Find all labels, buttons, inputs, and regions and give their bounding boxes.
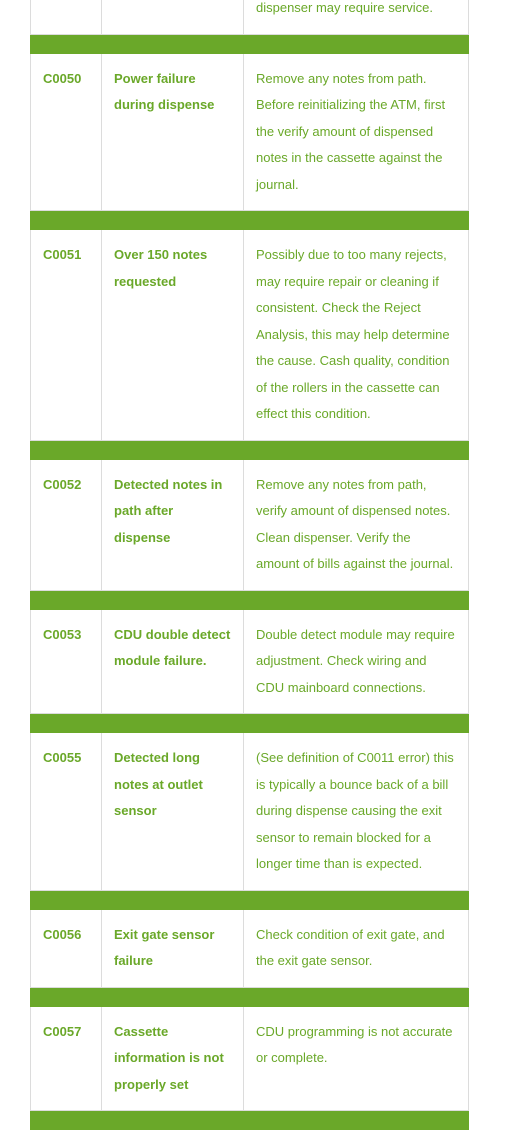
row-separator <box>30 211 469 230</box>
error-name: Detected long notes at outlet sensor <box>102 733 244 890</box>
error-name: CDU double detect module failure. <box>102 610 244 714</box>
error-name: Over 150 notes requested <box>102 230 244 440</box>
row-separator <box>30 591 469 610</box>
error-name: Detected notes in path after dispense <box>102 460 244 590</box>
table-row <box>30 733 469 891</box>
table-row <box>30 54 469 212</box>
table-row <box>30 1007 469 1112</box>
error-name: Power failure during dispense <box>102 54 244 211</box>
row-separator <box>30 988 469 1007</box>
table-row <box>30 0 469 35</box>
table-row <box>30 910 469 988</box>
row-separator <box>30 441 469 460</box>
error-description: Remove any notes from path. Before reinitializing the ATM, first the verify amount of dispensed notes in the cassette against the journal. <box>256 70 446 192</box>
table-row <box>30 610 469 715</box>
row-separator <box>30 1111 469 1130</box>
error-description: (See definition of C0011 error) this is typically a bounce back of a bill during dispense causing the exit sensor to remain blocked for a longer time than is expected. <box>256 750 454 871</box>
error-code: C0051 <box>31 230 102 440</box>
error-code: C0052 <box>31 460 102 590</box>
error-description: Double detect module may require adjustment. Check wiring and CDU mainboard connections. <box>256 626 455 695</box>
table-row <box>30 460 469 591</box>
error-code: C0056 <box>31 910 102 987</box>
error-code-table <box>30 0 469 1130</box>
error-code: C0050 <box>31 54 102 211</box>
error-description: dispenser may require service. <box>256 0 434 15</box>
error-description: Check condition of exit gate, and the exit gate sensor. <box>256 926 445 968</box>
table-row <box>30 230 469 441</box>
error-description: Remove any notes from path, verify amount of dispensed notes. Clean dispenser. Verify the amount of bills against the journal. <box>256 476 454 571</box>
row-separator <box>30 714 469 733</box>
error-description: Possibly due to too many rejects, may require repair or cleaning if consistent. Check the Reject Analysis, this may help determine the cause. Cash quality, condition of the rollers in the cassette can effect this condition. <box>256 247 450 421</box>
error-name <box>102 0 244 34</box>
error-code: C0053 <box>31 610 102 714</box>
row-separator <box>30 891 469 910</box>
error-code: C0055 <box>31 733 102 890</box>
error-code <box>31 0 102 34</box>
error-code: C0057 <box>31 1007 102 1111</box>
error-name: Cassette information is not properly set <box>102 1007 244 1111</box>
error-description: CDU programming is not accurate or complete. <box>256 1023 453 1065</box>
error-name: Exit gate sensor failure <box>102 910 244 987</box>
row-separator <box>30 35 469 54</box>
